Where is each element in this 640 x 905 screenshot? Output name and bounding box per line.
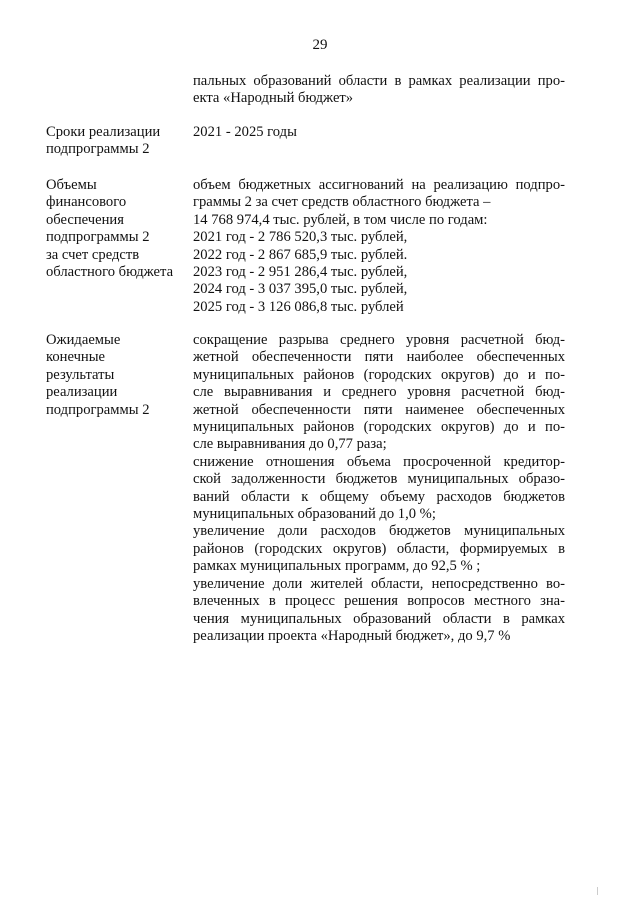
value-line: ваний области к общему объему расходов бюджетов bbox=[193, 488, 565, 505]
label-line: Объемы bbox=[46, 177, 97, 193]
page-number: 29 bbox=[312, 37, 328, 53]
value-line: объем бюджетных ассигнований на реализацию подпро- bbox=[193, 177, 565, 193]
value-line: увеличение доли расходов бюджетов муниципальных bbox=[193, 523, 565, 540]
value-line: 2021 - 2025 годы bbox=[193, 124, 297, 140]
row-value bbox=[193, 332, 565, 645]
label-line: Сроки реализации bbox=[46, 124, 161, 140]
value-line: 2022 год - 2 867 685,9 тыс. рублей. bbox=[193, 246, 408, 263]
row-label bbox=[46, 124, 186, 159]
value-line: чения муниципальных образований области в рамках bbox=[193, 610, 565, 627]
value-line: муниципальных районов (городских округов) до и по- bbox=[193, 366, 565, 383]
label-line: областного бюджета bbox=[46, 264, 174, 281]
value-line: граммы 2 за счет средств областного бюджета – bbox=[193, 194, 491, 211]
value-line: районов (городских округов) области, формируемых в bbox=[193, 540, 565, 557]
value-line: муниципальных образований до 1,0 %; bbox=[193, 506, 436, 523]
value-line: снижение отношения объема просроченной кредитор- bbox=[193, 453, 565, 470]
row-label bbox=[46, 332, 186, 419]
value-line: ской задолженности бюджетов муниципальных образо- bbox=[193, 471, 565, 488]
value-line: 2024 год - 3 037 395,0 тыс. рублей, bbox=[193, 281, 408, 298]
label-line: подпрограммы 2 bbox=[46, 229, 150, 246]
value-line: 2025 год - 3 126 086,8 тыс. рублей bbox=[193, 298, 404, 315]
label-line: подпрограммы 2 bbox=[46, 141, 150, 158]
label-line: результаты bbox=[46, 366, 115, 383]
value-line: сле выравнивания и среднего уровня расчетной бюд- bbox=[193, 384, 565, 401]
label-line: конечные bbox=[46, 349, 106, 366]
value-line: влеченных в процесс решения вопросов местного зна- bbox=[193, 593, 565, 610]
label-line: реализации bbox=[46, 384, 118, 401]
label-line: финансового bbox=[46, 194, 127, 211]
text-line: пальных образований области в рамках реализации про- bbox=[193, 73, 565, 89]
continued-text bbox=[193, 73, 565, 108]
value-line: муниципальных районов (городских округов) до и по- bbox=[193, 419, 565, 436]
value-line: сле выравнивания до 0,77 раза; bbox=[193, 436, 387, 453]
row-label bbox=[46, 177, 186, 281]
value-line: 2021 год - 2 786 520,3 тыс. рублей, bbox=[193, 229, 408, 246]
value-line: 14 768 974,4 тыс. рублей, в том числе по годам: bbox=[193, 211, 488, 228]
value-line: жетной обеспеченности пяти наименее обеспеченных bbox=[193, 401, 565, 418]
label-line: подпрограммы 2 bbox=[46, 401, 150, 418]
row-value bbox=[193, 124, 565, 141]
value-line: увеличение доли жителей области, непосредственно во- bbox=[193, 575, 565, 592]
label-line: обеспечения bbox=[46, 211, 124, 228]
value-line: 2023 год - 2 951 286,4 тыс. рублей, bbox=[193, 264, 408, 281]
row-value bbox=[193, 177, 565, 316]
label-line: Ожидаемые bbox=[46, 332, 121, 348]
text-line: екта «Народный бюджет» bbox=[193, 90, 354, 107]
value-line: жетной обеспеченности пяти наиболее обеспеченных bbox=[193, 349, 565, 366]
label-line: за счет средств bbox=[46, 246, 140, 263]
value-line: сокращение разрыва среднего уровня расчетной бюд- bbox=[193, 332, 565, 348]
value-line: реализации проекта «Народный бюджет», до 9,7 % bbox=[193, 627, 511, 644]
scan-mark bbox=[597, 887, 598, 895]
value-line: рамках муниципальных программ, до 92,5 % ; bbox=[193, 558, 481, 575]
